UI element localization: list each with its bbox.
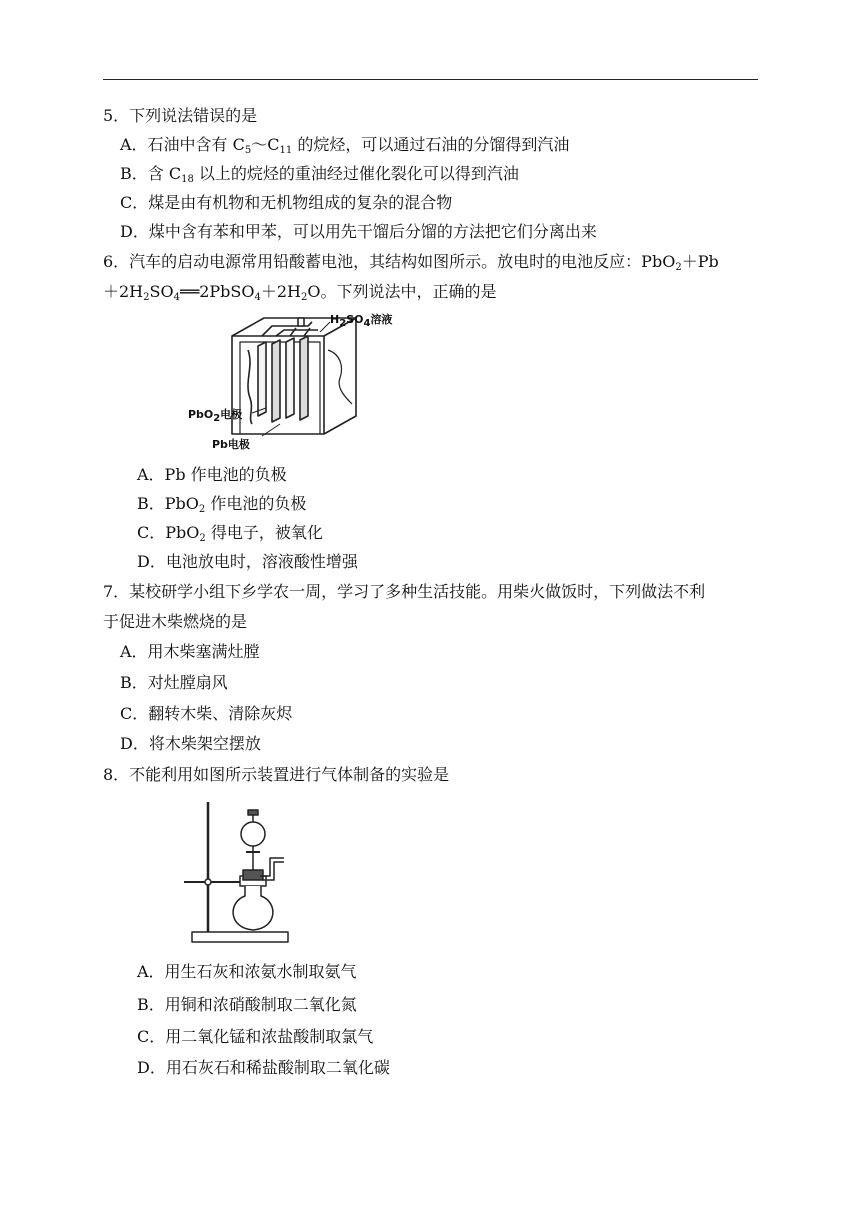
battery-diagram-icon <box>180 306 440 456</box>
q5-option-d: D．煤中含有苯和甲苯，可以用先干馏后分馏的方法把它们分离出来 <box>120 222 597 241</box>
q5-option-c: C．煤是由有机物和无机物组成的复杂的混合物 <box>120 193 453 212</box>
q7-option-d: D．将木柴架空摆放 <box>120 734 261 753</box>
q8-option-c: C．用二氧化锰和浓盐酸制取氯气 <box>137 1027 374 1046</box>
q8-option-d: D．用石灰石和稀盐酸制取二氧化碳 <box>137 1058 390 1077</box>
q5-stem: 5．下列说法错误的是 <box>103 106 258 125</box>
q7-option-c: C．翻转木柴、清除灰烬 <box>120 704 293 723</box>
q6-stem-line1: 6．汽车的启动电源常用铅酸蓄电池，其结构如图所示。放电时的电池反应：PbO$_2$＋Pb <box>103 252 719 273</box>
header-rule <box>103 79 758 80</box>
label-pbo2-electrode: PbO$_2$电极 <box>188 408 243 424</box>
q8-option-b: B．用铜和浓硝酸制取二氧化氮 <box>137 995 357 1014</box>
q6-stem-line2: $+2H_2SO_4══2PbSO_4+2H_2O$。下列说法中，正确的是 <box>103 282 497 303</box>
q8-stem: 8．不能利用如图所示装置进行气体制备的实验是 <box>103 765 450 784</box>
q5-option-b: B．含 $C_{18}$ 以上的烷烃的重油经过催化裂化可以得到汽油 <box>120 164 519 185</box>
q7-option-b: B．对灶膛扇风 <box>120 673 228 692</box>
q6-option-d: D．电池放电时，溶液酸性增强 <box>137 552 358 571</box>
q5-option-a: A．石油中含有 $C_5\sim C_{11}$ 的烷烃，可以通过石油的分馏得到汽油 <box>120 135 570 156</box>
label-pb-electrode: Pb电极 <box>212 438 250 451</box>
gas-generation-apparatus-icon <box>180 800 300 946</box>
q7-stem-line1: 7．某校研学小组下乡学农一周，学习了多种生活技能。用柴火做饭时，下列做法不利 <box>103 582 706 601</box>
gas-apparatus-figure <box>180 800 300 946</box>
label-h2so4-solution: $H_2SO_4$溶液 <box>330 313 393 329</box>
q8-option-a: A．用生石灰和浓氨水制取氨气 <box>137 962 357 981</box>
q7-stem-line2: 于促进木柴燃烧的是 <box>103 612 248 631</box>
q6-option-a: A．Pb 作电池的负极 <box>137 465 287 484</box>
lead-acid-battery-figure <box>180 306 440 456</box>
q6-option-c: C．PbO$_2$ 得电子，被氧化 <box>137 523 323 544</box>
q6-option-b: B．PbO$_2$ 作电池的负极 <box>137 494 307 515</box>
q7-option-a: A．用木柴塞满灶膛 <box>120 642 260 661</box>
